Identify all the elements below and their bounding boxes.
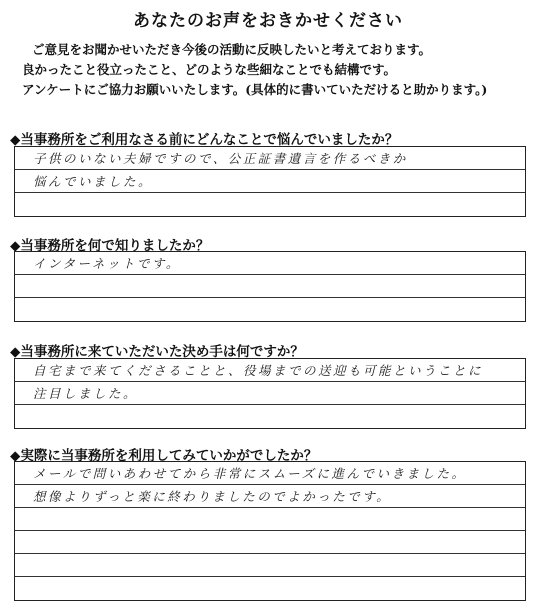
question-4: ◆実際に当事務所を利用してみていかがでしたか？ (10, 448, 318, 464)
answer-text: 子供のいない夫婦ですので、公正証書遺言を作るべきか (33, 151, 408, 166)
answer-text: 自宅まで来てくださることと、役場までの送迎も可能ということに (33, 363, 484, 378)
question-1: ◆当事務所をご利用なさる前にどんなことで悩んでいましたか？ (10, 132, 399, 148)
answer-text: 注目しました。 (33, 386, 139, 401)
answer-box-3[interactable] (14, 358, 526, 429)
answer-box-4[interactable] (14, 461, 526, 601)
answer-line (15, 382, 525, 405)
answer-line (15, 359, 525, 382)
answer-text: 悩んでいました。 (33, 174, 154, 189)
question-3: ◆当事務所に来ていただいた決め手は何ですか？ (10, 344, 304, 360)
answer-box-1[interactable] (14, 146, 526, 217)
answer-box-2[interactable] (14, 251, 526, 322)
answer-text: メールで問いあわせてから非常にスムーズに進んでいきました。 (33, 466, 467, 481)
answer-line (15, 485, 525, 508)
answer-text: インターネットです。 (33, 256, 181, 271)
intro-line: ご意見をお聞かせいただき今後の活動に反映したいと考えております。 (32, 42, 432, 57)
answer-text: 想像よりずっと楽に終わりましたのでよかったです。 (33, 489, 392, 504)
answer-line (15, 275, 525, 298)
answer-line (15, 193, 525, 216)
question-2: ◆当事務所を何で知りましたか？ (10, 238, 210, 254)
answer-line (15, 577, 525, 600)
answer-line (15, 298, 525, 321)
answer-line (15, 405, 525, 428)
intro-text (22, 40, 487, 100)
intro-line: 良かったこと役立ったこと、どのような些細なことでも結構です。 (22, 62, 397, 77)
answer-line (15, 462, 525, 485)
answer-line (15, 508, 525, 531)
answer-line (15, 170, 525, 193)
intro-line: アンケートにご協力お願いいたします。(具体的に書いていただけると助かります。) (22, 82, 488, 97)
answer-line (15, 554, 525, 577)
answer-line (15, 252, 525, 275)
page-title: あなたのお声をおきかせください (133, 11, 403, 31)
answer-line (15, 147, 525, 170)
answer-line (15, 531, 525, 554)
